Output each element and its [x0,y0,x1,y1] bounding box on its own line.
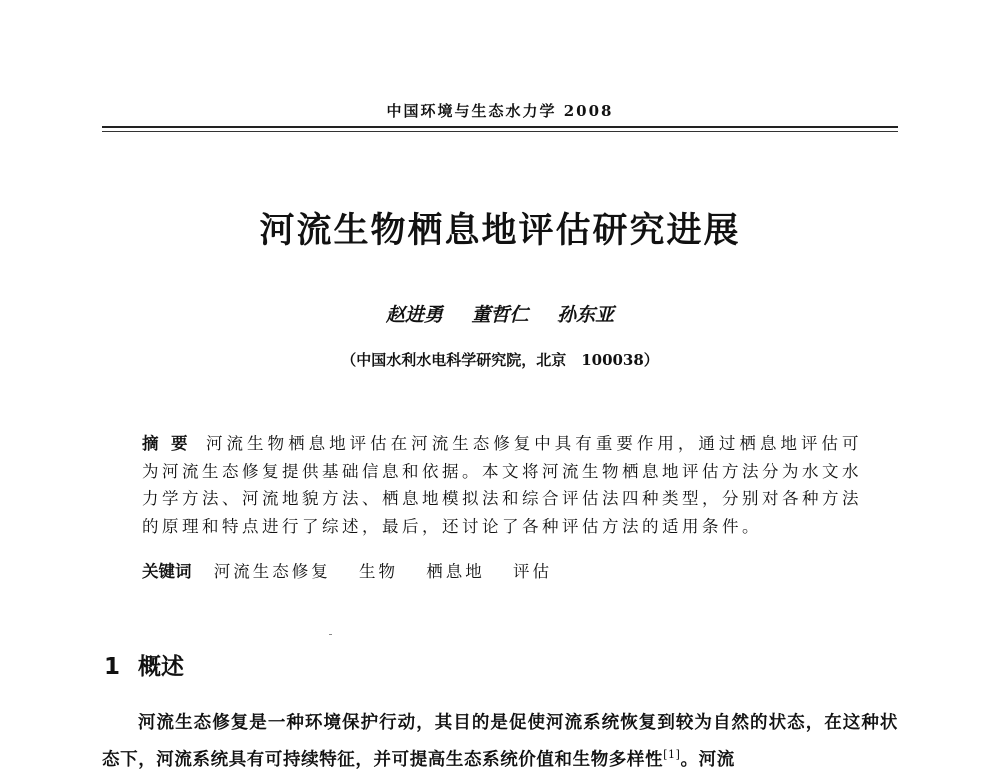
abstract [142,430,862,540]
author-name: 赵进勇 [385,304,443,326]
abstract-label: 摘要 [142,434,201,453]
section-title: 概述 [138,654,185,680]
stray-mark [329,634,332,635]
header-rule-thick [102,126,898,128]
section-heading [104,648,184,681]
body-paragraph [102,707,898,776]
keyword: 河流生态修复 [213,562,331,581]
affiliation: （中国水利水电科学研究院，北京 100038） [341,351,659,369]
body-text-continued: 。河流 [680,749,735,770]
authors [0,300,1000,327]
body-text: 河流生态修复是一种环境保护行动，其目的是促使河流系统恢复到较为自然的状态，在这种状态下，河流系统具有可持续特征，并可提高生态系统价值和生物多样性 [102,713,898,770]
keywords [142,558,862,582]
keyword: 栖息地 [426,562,485,581]
paper-title: 河流生物栖息地评估研究进展 [259,211,741,251]
keyword: 生物 [359,562,398,581]
section-number: 1 [104,654,121,680]
author-name: 孙东亚 [557,304,615,326]
citation-ref[interactable]: [1] [663,748,681,761]
abstract-text: 河流生物栖息地评估在河流生态修复中具有重要作用，通过栖息地评估可为河流生态修复提供基础信息和依据。本文将河流生物栖息地评估方法分为水文水力学方法、河流地貌方法、栖息地模拟法和综合评估法四种类型，分别对各种方法的原理和特点进行了综述，最后，还讨论了各种评估方法的适用条件。 [142,434,863,536]
running-header: 中国环境与生态水力学 2008 [386,102,614,120]
keywords-label: 关键词 [142,562,192,581]
keyword: 评估 [513,562,552,581]
author-name: 董哲仁 [471,304,529,326]
header-rule-thin [102,131,898,132]
